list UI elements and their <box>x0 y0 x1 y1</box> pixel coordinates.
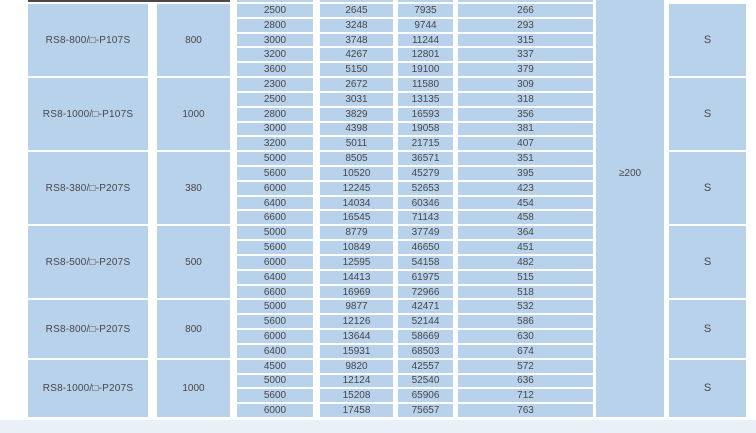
value-cell: 58669 <box>398 330 453 343</box>
value-cell: 5000 <box>237 375 313 388</box>
model-cell: RS8-800/□-P107S <box>28 4 148 76</box>
value-cell: 3200 <box>237 137 313 150</box>
value-cell: 3200 <box>237 48 313 61</box>
value-cell: 407 <box>458 137 593 150</box>
value-cell: 13644 <box>320 330 393 343</box>
value-cell: 6000 <box>237 330 313 343</box>
value-cell: 12126 <box>320 315 393 328</box>
value-cell: 46650 <box>398 241 453 254</box>
value-cell: 9877 <box>320 300 393 313</box>
value-cell: 37749 <box>398 226 453 239</box>
value-cell: 11244 <box>398 34 453 47</box>
rated-value-cell: 800 <box>157 300 230 357</box>
value-cell: 266 <box>458 4 593 17</box>
value-cell: 6600 <box>237 286 313 299</box>
value-cell: 6000 <box>237 256 313 269</box>
value-cell: 15931 <box>320 345 393 358</box>
value-cell: 309 <box>458 78 593 91</box>
value-cell: 52144 <box>398 315 453 328</box>
value-cell: 60346 <box>398 197 453 210</box>
value-cell: 3829 <box>320 108 393 121</box>
value-cell: 10849 <box>320 241 393 254</box>
grade-cell: S <box>669 152 746 224</box>
value-cell: 4398 <box>320 123 393 136</box>
value-cell: 45279 <box>398 167 453 180</box>
value-cell: 2500 <box>237 93 313 106</box>
value-cell: 2500 <box>237 4 313 17</box>
value-cell: 395 <box>458 167 593 180</box>
value-cell: 712 <box>458 389 593 402</box>
cutoff-cell-sliver <box>458 0 593 2</box>
value-cell: 515 <box>458 271 593 284</box>
value-cell: 379 <box>458 63 593 76</box>
value-cell: 65906 <box>398 389 453 402</box>
model-cell: RS8-800/□-P207S <box>28 300 148 357</box>
value-cell: 2300 <box>237 78 313 91</box>
value-cell: 42557 <box>398 360 453 373</box>
value-cell: 16545 <box>320 211 393 224</box>
value-cell: 12595 <box>320 256 393 269</box>
value-cell: 12124 <box>320 375 393 388</box>
value-cell: 5600 <box>237 167 313 180</box>
value-cell: 381 <box>458 123 593 136</box>
value-cell: 293 <box>458 19 593 32</box>
value-cell: 6600 <box>237 211 313 224</box>
value-cell: 6400 <box>237 271 313 284</box>
value-cell: 5600 <box>237 241 313 254</box>
value-cell: 586 <box>458 315 593 328</box>
value-cell: 636 <box>458 375 593 388</box>
value-cell: 17458 <box>320 404 393 417</box>
value-cell: 7935 <box>398 4 453 17</box>
rated-value-cell: 800 <box>157 4 230 76</box>
model-cell: RS8-380/□-P207S <box>28 152 148 224</box>
value-cell: 5600 <box>237 389 313 402</box>
value-cell: 2800 <box>237 108 313 121</box>
value-cell: 5000 <box>237 152 313 165</box>
value-cell: 458 <box>458 211 593 224</box>
value-cell: 763 <box>458 404 593 417</box>
value-cell: 5600 <box>237 315 313 328</box>
value-cell: 42471 <box>398 300 453 313</box>
value-cell: 5000 <box>237 226 313 239</box>
rated-value-cell: 1000 <box>157 360 230 417</box>
value-cell: 3000 <box>237 34 313 47</box>
value-cell: 11580 <box>398 78 453 91</box>
value-cell: 9744 <box>398 19 453 32</box>
value-cell: 5150 <box>320 63 393 76</box>
value-cell: 4267 <box>320 48 393 61</box>
cutoff-cell-sliver <box>320 0 393 2</box>
cutoff-cell-sliver <box>398 0 453 2</box>
value-cell: 75657 <box>398 404 453 417</box>
value-cell: 10520 <box>320 167 393 180</box>
value-cell: 72966 <box>398 286 453 299</box>
value-cell: 8779 <box>320 226 393 239</box>
value-cell: 71143 <box>398 211 453 224</box>
value-cell: 315 <box>458 34 593 47</box>
grade-cell: S <box>669 4 746 76</box>
value-cell: 3248 <box>320 19 393 32</box>
value-cell: 3600 <box>237 63 313 76</box>
value-cell: 52653 <box>398 182 453 195</box>
value-cell: 14034 <box>320 197 393 210</box>
value-cell: 532 <box>458 300 593 313</box>
value-cell: 423 <box>458 182 593 195</box>
value-cell: 451 <box>458 241 593 254</box>
value-cell: 15208 <box>320 389 393 402</box>
value-cell: 3000 <box>237 123 313 136</box>
value-cell: 364 <box>458 226 593 239</box>
value-cell: 8505 <box>320 152 393 165</box>
model-cell: RS8-500/□-P207S <box>28 226 148 298</box>
value-cell: 36571 <box>398 152 453 165</box>
value-cell: 6000 <box>237 182 313 195</box>
value-cell: 3748 <box>320 34 393 47</box>
min-clearance-cell: ≥200 <box>596 0 664 417</box>
value-cell: 6000 <box>237 404 313 417</box>
page-background-band <box>0 420 756 433</box>
value-cell: 12245 <box>320 182 393 195</box>
value-cell: 518 <box>458 286 593 299</box>
value-cell: 572 <box>458 360 593 373</box>
value-cell: 337 <box>458 48 593 61</box>
cutoff-cell-sliver <box>237 0 313 2</box>
value-cell: 674 <box>458 345 593 358</box>
cutoff-row-dark-edge <box>28 0 230 2</box>
value-cell: 356 <box>458 108 593 121</box>
value-cell: 2800 <box>237 19 313 32</box>
value-cell: 68503 <box>398 345 453 358</box>
rated-value-cell: 1000 <box>157 78 230 150</box>
value-cell: 54158 <box>398 256 453 269</box>
value-cell: 5011 <box>320 137 393 150</box>
value-cell: 61975 <box>398 271 453 284</box>
value-cell: 21715 <box>398 137 453 150</box>
value-cell: 9820 <box>320 360 393 373</box>
value-cell: 482 <box>458 256 593 269</box>
value-cell: 630 <box>458 330 593 343</box>
model-cell: RS8-1000/□-P107S <box>28 78 148 150</box>
value-cell: 3031 <box>320 93 393 106</box>
grade-cell: S <box>669 300 746 357</box>
value-cell: 318 <box>458 93 593 106</box>
model-cell: RS8-1000/□-P207S <box>28 360 148 417</box>
grade-cell: S <box>669 226 746 298</box>
spec-table <box>28 0 746 417</box>
value-cell: 13135 <box>398 93 453 106</box>
value-cell: 6400 <box>237 345 313 358</box>
value-cell: 16593 <box>398 108 453 121</box>
rated-value-cell: 500 <box>157 226 230 298</box>
grade-cell: S <box>669 78 746 150</box>
value-cell: 19100 <box>398 63 453 76</box>
value-cell: 4500 <box>237 360 313 373</box>
value-cell: 12801 <box>398 48 453 61</box>
value-cell: 16969 <box>320 286 393 299</box>
value-cell: 14413 <box>320 271 393 284</box>
value-cell: 6400 <box>237 197 313 210</box>
value-cell: 19058 <box>398 123 453 136</box>
value-cell: 2672 <box>320 78 393 91</box>
value-cell: 2645 <box>320 4 393 17</box>
value-cell: 351 <box>458 152 593 165</box>
value-cell: 5000 <box>237 300 313 313</box>
value-cell: 52540 <box>398 375 453 388</box>
rated-value-cell: 380 <box>157 152 230 224</box>
value-cell: 454 <box>458 197 593 210</box>
grade-cell: S <box>669 360 746 417</box>
